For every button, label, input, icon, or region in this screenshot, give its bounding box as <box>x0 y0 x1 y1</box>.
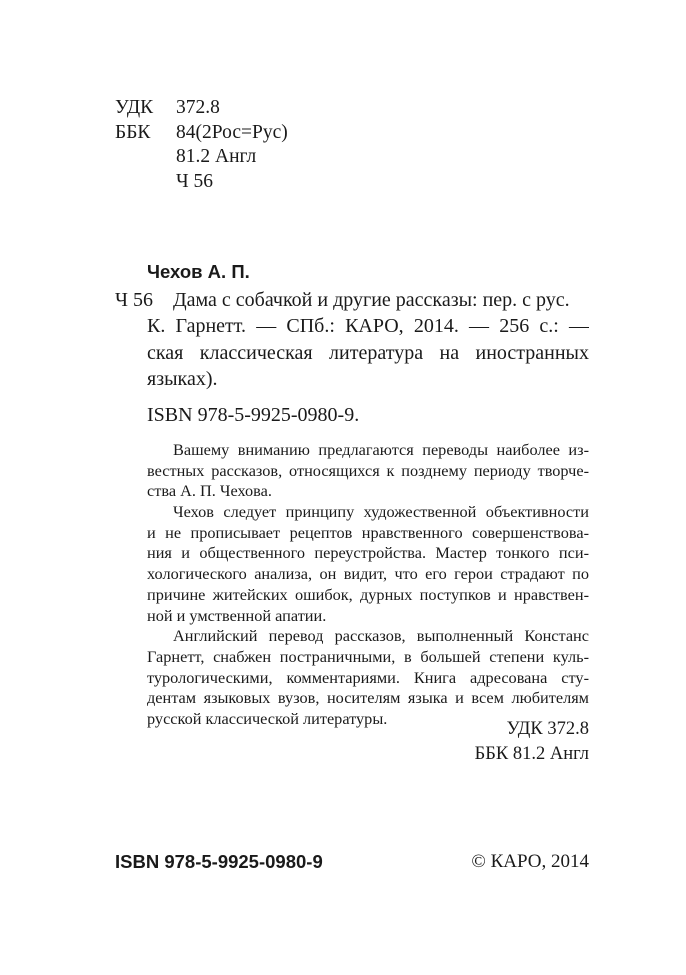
author-mark: Ч 56 <box>176 170 214 192</box>
annotation-line: Вашему вниманию предлагаются переводы наиболее из- <box>173 440 589 459</box>
annotation-line: ства А. П. Чехова. <box>147 481 272 501</box>
annotation <box>147 440 589 730</box>
annotation-line: хологического анализа, он видит, что его герои страдают по <box>147 564 589 584</box>
annotation-line: Гарнетт, снабжен постраничными, в большей степени куль- <box>147 646 589 666</box>
annotation-line: ной и умственной апатии. <box>147 605 327 625</box>
udk-label: УДК <box>115 97 154 118</box>
biblio-line: языках). <box>147 368 218 390</box>
biblio-line: ская классическая литература на иностранных <box>147 341 589 364</box>
annotation-line: и не прописывает рецептов нравственного совершенствова- <box>147 522 589 542</box>
annotation-line: дентам языковых вузов, носителям языка и всем любителям <box>147 688 589 708</box>
annotation-line: Чехов следует принципу художественной объективности <box>173 502 589 522</box>
bbk-row <box>115 121 288 146</box>
bbk-label: ББК <box>115 121 151 143</box>
udk-code: УДК 372.8 <box>506 719 589 739</box>
annotation-line: причине житейских ошибок, дурных поступков и нравствен- <box>147 584 589 604</box>
classification-block <box>115 96 288 194</box>
bbk-code: ББК 81.2 Англ <box>474 743 589 764</box>
udk-row <box>115 96 288 121</box>
author-heading: Чехов А. П. <box>147 261 250 282</box>
bbk-value-secondary: 81.2 Англ <box>176 146 257 167</box>
biblio-line: К. Гарнетт. — СПб.: КАРО, 2014. — 256 с.: — <box>147 315 589 337</box>
author-mark-row <box>115 170 288 195</box>
annotation-line: вестных рассказов, относящихся к позднему периоду творче- <box>147 460 589 480</box>
footer-isbn: ISBN 978-5-9925-0980-9 <box>115 851 323 872</box>
cutter-number: Ч 56 <box>115 288 153 311</box>
annotation-line: турологическими, комментариями. Книга адресована сту- <box>147 667 589 687</box>
annotation-line: русской классической литературы. <box>147 708 388 728</box>
isbn-description: ISBN 978-5-9925-0980-9. <box>147 404 360 426</box>
udk-value: 372.8 <box>176 97 220 118</box>
classification-codes-right <box>475 717 589 766</box>
copyright-notice: © КАРО, 2014 <box>471 851 589 872</box>
annotation-line: ния и общественного переустройства. Мастер тонкого пси- <box>147 543 589 563</box>
biblio-line: Дама с собачкой и другие рассказы: пер. с рус. <box>173 288 570 311</box>
bbk-value-primary: 84(2Рос=Рус) <box>176 121 288 143</box>
bibliographic-description <box>147 287 589 393</box>
annotation-line: Английский перевод рассказов, выполненный Констанс <box>173 626 589 646</box>
bbk-row-secondary <box>115 145 288 170</box>
